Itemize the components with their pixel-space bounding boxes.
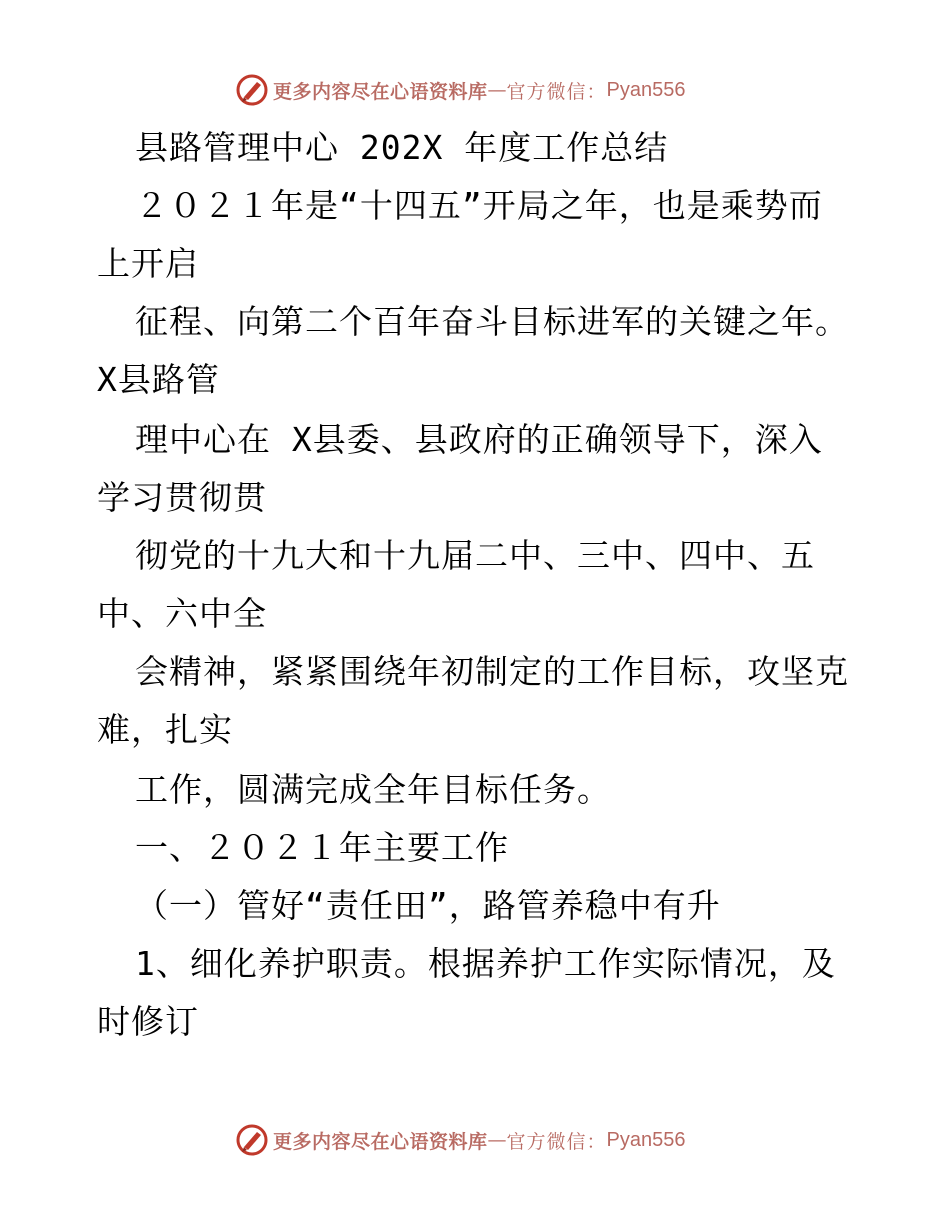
watermark-wechat-id: Pyan556 [606, 78, 686, 101]
watermark-brand: 更多内容尽在心语资料库 [273, 80, 488, 103]
watermark-brand: 更多内容尽在心语资料库 [273, 1130, 488, 1153]
watermark-banner-bottom [235, 1122, 715, 1158]
body-line: 难，扎实 [97, 710, 233, 749]
body-line: 中、六中全 [97, 594, 267, 633]
section-heading: 一、２０２１年主要工作 [135, 828, 509, 867]
body-line: 工作，圆满完成全年目标任务。 [135, 770, 611, 809]
subsection-heading: （一）管好“责任田”，路管养稳中有升 [135, 886, 721, 925]
body-line: ２０２１年是“十四五”开局之年，也是乘势而 [135, 186, 823, 225]
body-line: 学习贯彻贯 [97, 478, 267, 517]
watermark-separator: — [487, 79, 507, 101]
body-line: 彻党的十九大和十九届二中、三中、四中、五 [135, 536, 815, 575]
document-title: 县路管理中心 202X 年度工作总结 [135, 128, 669, 167]
watermark-separator: — [487, 1129, 507, 1151]
body-line: 理中心在 X县委、县政府的正确领导下，深入 [135, 420, 823, 459]
body-line: X县路管 [97, 360, 220, 399]
watermark-wechat-id: Pyan556 [606, 1128, 686, 1151]
body-line: 会精神，紧紧围绕年初制定的工作目标，攻坚克 [135, 652, 849, 691]
body-line: 上开启 [97, 244, 199, 283]
quill-pen-logo-icon [235, 73, 269, 107]
quill-pen-logo-icon [235, 1123, 269, 1157]
watermark-banner-top [235, 72, 715, 108]
body-line: 征程、向第二个百年奋斗目标进军的关键之年。 [135, 302, 849, 341]
watermark-contact-label: 官方微信： [506, 1130, 607, 1153]
body-line: 时修订 [97, 1002, 199, 1041]
watermark-contact-label: 官方微信： [506, 80, 607, 103]
body-line: 1、细化养护职责。根据养护工作实际情况，及 [135, 944, 836, 983]
